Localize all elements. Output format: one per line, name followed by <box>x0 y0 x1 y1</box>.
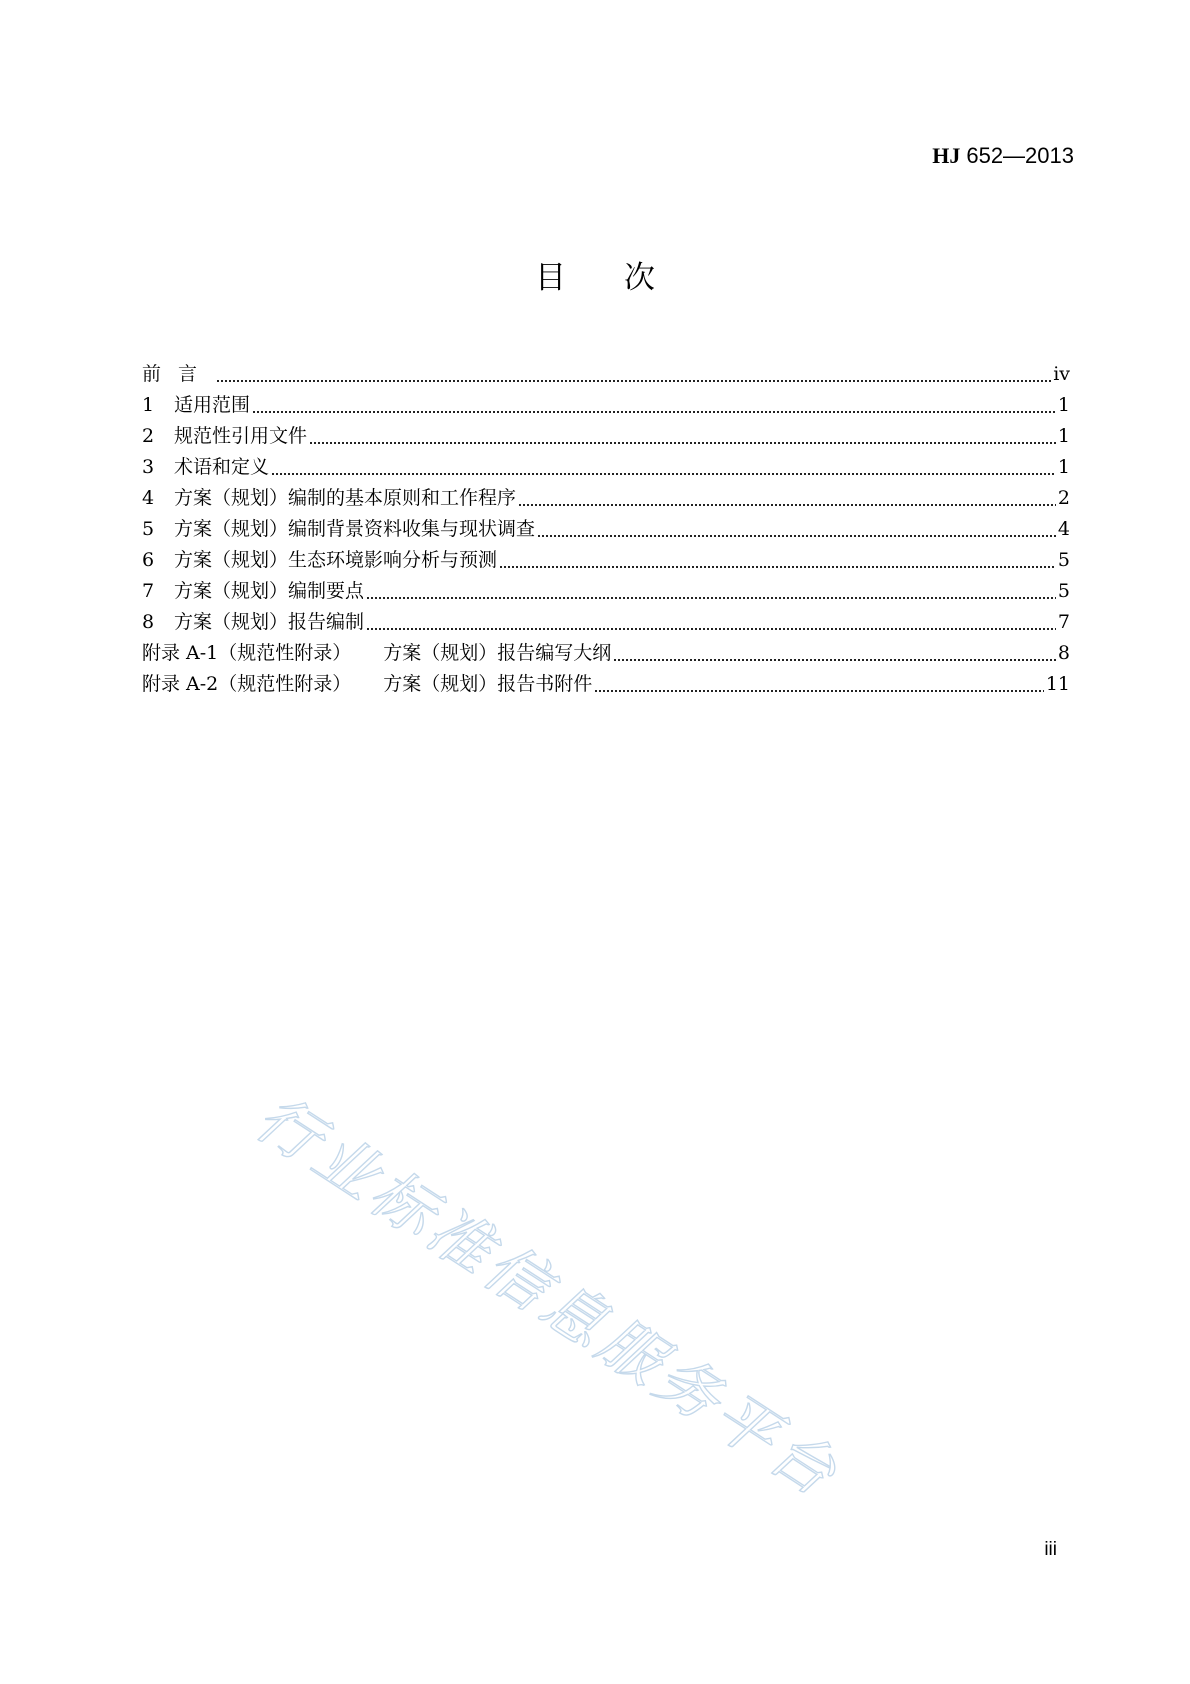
toc-entry-page: 2 <box>1057 487 1070 509</box>
toc-leader-dots <box>216 363 1051 383</box>
toc-leader-dots <box>309 425 1056 445</box>
standard-code-prefix: HJ <box>932 143 961 168</box>
toc-entry-page: 1 <box>1057 394 1070 416</box>
toc-entry-1[interactable] <box>142 386 1070 417</box>
toc-entry-page: 5 <box>1057 580 1070 602</box>
toc-entry-number: 3 <box>142 456 155 478</box>
toc-entry-7[interactable] <box>142 572 1070 603</box>
toc-entry-page: 8 <box>1057 642 1070 664</box>
toc-leader-dots <box>252 394 1056 414</box>
toc-entry-label: 方案（规划）报告编制 <box>174 611 365 633</box>
toc-entry-2[interactable] <box>142 417 1070 448</box>
toc-leader-dots <box>613 642 1056 662</box>
toc-entry-label: 附录 A-1（规范性附录） <box>142 642 352 664</box>
toc-entry-label: 方案（规划）编制的基本原则和工作程序 <box>174 487 517 509</box>
toc-entry-label: 术语和定义 <box>174 456 270 478</box>
toc-entry-label: 方案（规划）编制背景资料收集与现状调查 <box>174 518 536 540</box>
toc-entry-page: 11 <box>1045 673 1070 695</box>
page-number: iii <box>1044 1539 1057 1560</box>
toc-entry-sublabel: 方案（规划）报告书附件 <box>383 673 593 695</box>
toc-entry-page: 7 <box>1057 611 1070 633</box>
toc-entry-3[interactable] <box>142 448 1070 479</box>
toc-leader-dots <box>499 549 1056 569</box>
toc-entry-number: 5 <box>142 518 155 540</box>
toc-entry-appendix-a2[interactable] <box>142 665 1070 696</box>
toc-entry-label: 方案（规划）编制要点 <box>174 580 365 602</box>
toc-leader-dots <box>366 611 1056 631</box>
toc-entry-number: 7 <box>142 580 155 602</box>
toc-entry-sublabel: 方案（规划）报告编写大纲 <box>383 642 612 664</box>
page-title: 目次 <box>535 260 713 296</box>
standard-code <box>932 142 1074 170</box>
toc-entry-label: 适用范围 <box>174 394 251 416</box>
toc-entry-label: 规范性引用文件 <box>174 425 308 447</box>
toc-entry-number: 8 <box>142 611 155 633</box>
toc-entry-8[interactable] <box>142 603 1070 634</box>
standard-code-number: 652—2013 <box>966 143 1074 168</box>
toc-entry-label: 附录 A-2（规范性附录） <box>142 673 352 695</box>
toc-leader-dots <box>366 580 1056 600</box>
table-of-contents <box>142 355 1070 696</box>
toc-leader-dots <box>271 456 1056 476</box>
toc-entry-appendix-a1[interactable] <box>142 634 1070 665</box>
toc-entry-number: 2 <box>142 425 155 447</box>
toc-entry-label: 方案（规划）生态环境影响分析与预测 <box>174 549 498 571</box>
toc-entry-page: 4 <box>1057 518 1070 540</box>
toc-leader-dots <box>537 518 1056 538</box>
toc-entry-label: 前言 <box>142 363 215 385</box>
toc-entry-page: 1 <box>1057 456 1070 478</box>
toc-leader-dots <box>594 673 1044 693</box>
toc-entry-4[interactable] <box>142 479 1070 510</box>
toc-leader-dots <box>518 487 1056 507</box>
toc-entry-number: 1 <box>142 394 155 416</box>
toc-entry-page: 5 <box>1057 549 1070 571</box>
toc-entry-number: 6 <box>142 549 155 571</box>
toc-entry-number: 4 <box>142 487 155 509</box>
toc-entry-foreword[interactable] <box>142 355 1070 386</box>
toc-entry-5[interactable] <box>142 510 1070 541</box>
toc-entry-6[interactable] <box>142 541 1070 572</box>
watermark: 行业标准信息服务平台 <box>243 1080 854 1513</box>
toc-entry-page: 1 <box>1057 425 1070 447</box>
toc-entry-page: iv <box>1053 363 1070 385</box>
